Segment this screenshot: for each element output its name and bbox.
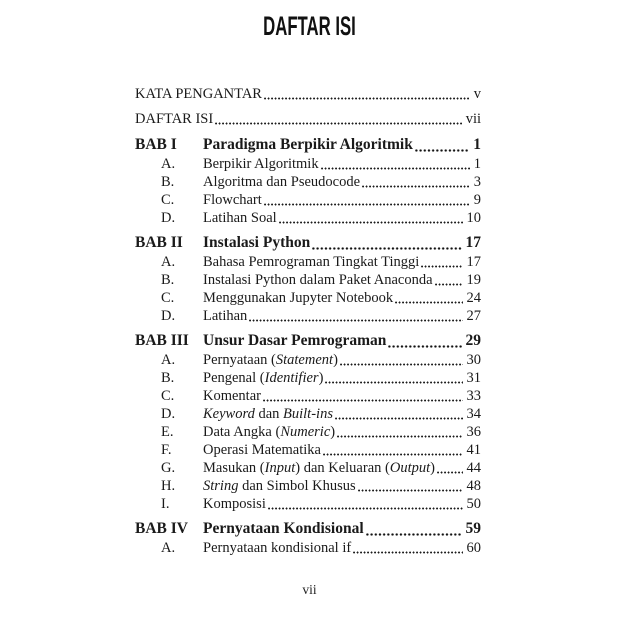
toc-row xyxy=(135,441,481,459)
toc-entry-letter: A. xyxy=(161,540,176,556)
dot-leader xyxy=(353,551,462,554)
dot-leader xyxy=(362,185,470,188)
toc-entry-title: Pernyataan Kondisional xyxy=(203,520,364,537)
toc-row xyxy=(135,539,481,557)
dot-leader xyxy=(268,507,463,510)
dot-leader xyxy=(215,122,461,125)
chapter-label: BAB I xyxy=(135,136,177,153)
chapter-label: BAB IV xyxy=(135,520,188,537)
dot-leader xyxy=(249,319,462,322)
toc-entry-letter: B. xyxy=(161,370,175,386)
toc-entry-title: Operasi Matematika xyxy=(203,442,321,458)
toc-entry-page: 27 xyxy=(466,308,481,324)
toc-entry-title: Latihan Soal xyxy=(203,210,277,226)
toc-entry-page: 1 xyxy=(473,156,481,172)
dot-leader xyxy=(337,435,462,438)
toc-entry-title: Unsur Dasar Pemrograman xyxy=(203,332,387,349)
dot-leader xyxy=(325,381,462,384)
toc-entry-page: v xyxy=(473,86,481,102)
toc-entry-page: 59 xyxy=(465,520,481,537)
toc-entry-title: Instalasi Python xyxy=(203,234,311,251)
dot-leader xyxy=(263,399,463,402)
toc-entry-page: 44 xyxy=(466,460,481,476)
toc-entry-title: KATA PENGANTAR xyxy=(135,86,262,102)
toc-entry-title: Komentar xyxy=(203,388,261,404)
toc-entry-letter: B. xyxy=(161,174,175,190)
toc-row xyxy=(135,271,481,289)
toc-entry-letter: D. xyxy=(161,406,176,422)
toc-entry-page: vii xyxy=(465,111,481,127)
dot-leader xyxy=(264,97,470,100)
dot-leader xyxy=(358,489,463,492)
toc-row-chapter xyxy=(135,233,481,253)
toc-entry-title: Data Angka (Numeric) xyxy=(203,424,336,440)
dot-leader xyxy=(312,247,461,250)
toc-list xyxy=(135,85,481,557)
dot-leader xyxy=(321,167,470,170)
toc-entry-title: Pengenal (Identifier) xyxy=(203,370,324,386)
dot-leader xyxy=(323,453,463,456)
dot-leader xyxy=(435,283,463,286)
toc-entry-title: Menggunakan Jupyter Notebook xyxy=(203,290,394,306)
page-number: vii xyxy=(302,582,317,597)
toc-row xyxy=(135,495,481,513)
toc-entry-page: 17 xyxy=(466,254,481,270)
toc-entry-title: String dan Simbol Khusus xyxy=(203,478,356,494)
toc-entry-letter: D. xyxy=(161,308,176,324)
toc-entry-title: DAFTAR ISI xyxy=(135,111,214,127)
toc-row xyxy=(135,289,481,307)
toc-entry-title: Berpikir Algoritmik xyxy=(203,156,319,172)
toc-row xyxy=(135,155,481,173)
toc-entry-title: Algoritma dan Pseudocode xyxy=(203,174,361,190)
toc-entry-title: Instalasi Python dalam Paket Anaconda xyxy=(203,272,433,288)
toc-entry-letter: B. xyxy=(161,272,175,288)
toc-entry-page: 33 xyxy=(466,388,481,404)
toc-row xyxy=(135,351,481,369)
toc-row-chapter xyxy=(135,519,481,539)
chapter-label: BAB III xyxy=(135,332,189,349)
page-title: DAFTAR ISI xyxy=(263,11,356,41)
dot-leader xyxy=(395,301,462,304)
dot-leader xyxy=(279,221,463,224)
toc-row-chapter xyxy=(135,135,481,155)
toc-entry-page: 41 xyxy=(466,442,481,458)
toc-row xyxy=(135,405,481,423)
toc-entry-page: 31 xyxy=(466,370,481,386)
toc-entry-page: 60 xyxy=(466,540,481,556)
dot-leader xyxy=(335,417,463,420)
toc-row xyxy=(135,253,481,271)
toc-entry-page: 34 xyxy=(466,406,481,422)
toc-entry-page: 17 xyxy=(465,234,481,251)
toc-entry-title: Keyword dan Built-ins xyxy=(203,406,333,422)
dot-leader xyxy=(421,265,462,268)
toc-row xyxy=(135,307,481,325)
toc-entry-letter: A. xyxy=(161,352,176,368)
toc-entry-letter: A. xyxy=(161,156,176,172)
toc-entry-title: Pernyataan (Statement) xyxy=(203,352,338,368)
dot-leader xyxy=(388,345,461,348)
toc-entry-letter: I. xyxy=(161,496,170,512)
toc-entry-letter: F. xyxy=(161,442,172,458)
dot-leader xyxy=(264,203,470,206)
toc-entry-page: 50 xyxy=(466,496,481,512)
toc-row xyxy=(135,209,481,227)
toc-row xyxy=(135,387,481,405)
toc-entry-letter: E. xyxy=(161,424,174,440)
toc-entry-page: 1 xyxy=(473,136,481,153)
toc-entry-letter: A. xyxy=(161,254,176,270)
toc-entry-title: Pernyataan kondisional if xyxy=(203,540,352,556)
toc-entry-letter: G. xyxy=(161,460,176,476)
toc-row xyxy=(135,459,481,477)
toc-entry-title: Paradigma Berpikir Algoritmik xyxy=(203,136,413,153)
dot-leader xyxy=(366,533,462,536)
dot-leader xyxy=(437,471,463,474)
dot-leader xyxy=(340,363,463,366)
toc-entry-page: 24 xyxy=(466,290,481,306)
toc-row xyxy=(135,85,481,103)
toc-row xyxy=(135,173,481,191)
dot-leader xyxy=(415,149,469,152)
toc-entry-title: Komposisi xyxy=(203,496,266,512)
toc-entry-title: Bahasa Pemrograman Tingkat Tinggi xyxy=(203,254,420,270)
toc-entry-page: 36 xyxy=(466,424,481,440)
toc-row-chapter xyxy=(135,331,481,351)
toc-entry-page: 9 xyxy=(473,192,481,208)
toc-entry-page: 48 xyxy=(466,478,481,494)
toc-row xyxy=(135,191,481,209)
chapter-label: BAB II xyxy=(135,234,183,251)
toc-entry-letter: D. xyxy=(161,210,176,226)
toc-row xyxy=(135,110,481,128)
toc-entry-letter: C. xyxy=(161,192,175,208)
toc-entry-page: 3 xyxy=(473,174,481,190)
toc-row xyxy=(135,477,481,495)
toc-entry-title: Flowchart xyxy=(203,192,262,208)
toc-entry-page: 29 xyxy=(465,332,481,349)
toc-entry-letter: C. xyxy=(161,290,175,306)
toc-row xyxy=(135,369,481,387)
toc-entry-page: 10 xyxy=(466,210,481,226)
toc-entry-letter: H. xyxy=(161,478,176,494)
toc-entry-page: 19 xyxy=(466,272,481,288)
toc-entry-title: Masukan (Input) dan Keluaran (Output) xyxy=(203,460,435,476)
toc-row xyxy=(135,423,481,441)
toc-entry-title: Latihan xyxy=(203,308,248,324)
toc-entry-letter: C. xyxy=(161,388,175,404)
toc-entry-page: 30 xyxy=(466,352,481,368)
